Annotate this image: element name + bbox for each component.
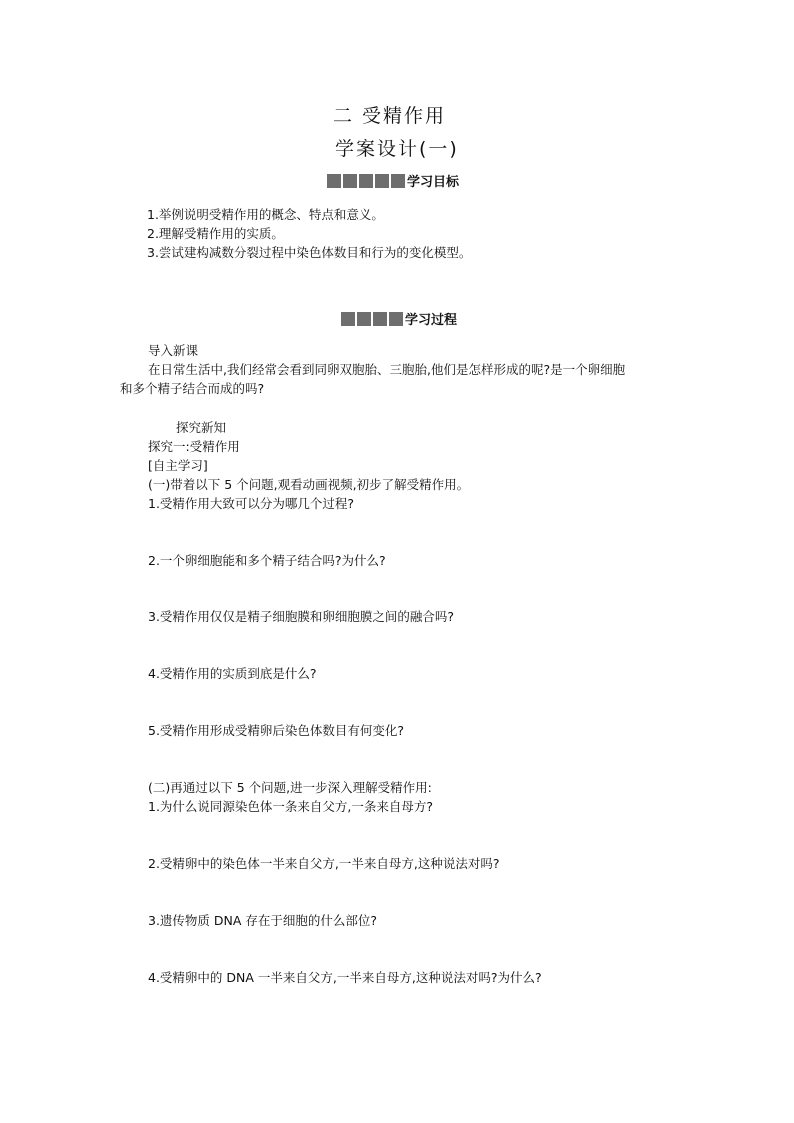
part2-intro: (二)再通过以下 5 个问题,进一步深入理解受精作用: (148, 780, 432, 795)
explore-topic: 探究一:受精作用 (148, 439, 240, 454)
objective-item: 1.举例说明受精作用的概念、特点和意义。 (147, 207, 384, 222)
self-study-label: [自主学习] (148, 458, 208, 473)
question-item: 3.受精作用仅仅是精子细胞膜和卵细胞膜之间的融合吗? (148, 609, 455, 624)
question-item: 1.受精作用大致可以分为哪几个过程? (148, 496, 355, 511)
objective-item: 2.理解受精作用的实质。 (147, 226, 284, 241)
objectives-heading-label: 学习目标 (407, 175, 460, 190)
lesson-subtitle: 学案设计(一) (335, 138, 459, 160)
process-heading-label: 学习过程 (405, 313, 458, 328)
heading-marker (326, 173, 406, 189)
question-item: 3.遗传物质 DNA 存在于细胞的什么部位? (148, 913, 378, 928)
question-item: 4.受精作用的实质到底是什么? (148, 666, 317, 681)
lesson-title: 二 受精作用 (333, 105, 447, 127)
heading-marker (340, 311, 404, 327)
question-item: 4.受精卵中的 DNA 一半来自父方,一半来自母方,这种说法对吗?为什么? (148, 970, 542, 985)
intro-paragraph-line1: 在日常生活中,我们经常会看到同卵双胞胎、三胞胎,他们是怎样形成的呢?是一个卵细胞 (148, 362, 626, 377)
objective-item: 3.尝试建构减数分裂过程中染色体数目和行为的变化模型。 (147, 245, 472, 260)
explore-label: 探究新知 (176, 420, 227, 435)
question-item: 2.受精卵中的染色体一半来自父方,一半来自母方,这种说法对吗? (148, 856, 500, 871)
intro-label: 导入新课 (148, 343, 199, 358)
question-item: 2.一个卵细胞能和多个精子结合吗?为什么? (148, 553, 386, 568)
intro-paragraph-line2: 和多个精子结合而成的吗? (120, 381, 265, 396)
process-heading (340, 309, 457, 328)
part1-intro: (一)带着以下 5 个问题,观看动画视频,初步了解受精作用。 (148, 477, 470, 492)
objectives-heading (326, 171, 459, 190)
question-item: 1.为什么说同源染色体一条来自父方,一条来自母方? (148, 799, 434, 814)
question-item: 5.受精作用形成受精卵后染色体数目有何变化? (148, 723, 405, 738)
